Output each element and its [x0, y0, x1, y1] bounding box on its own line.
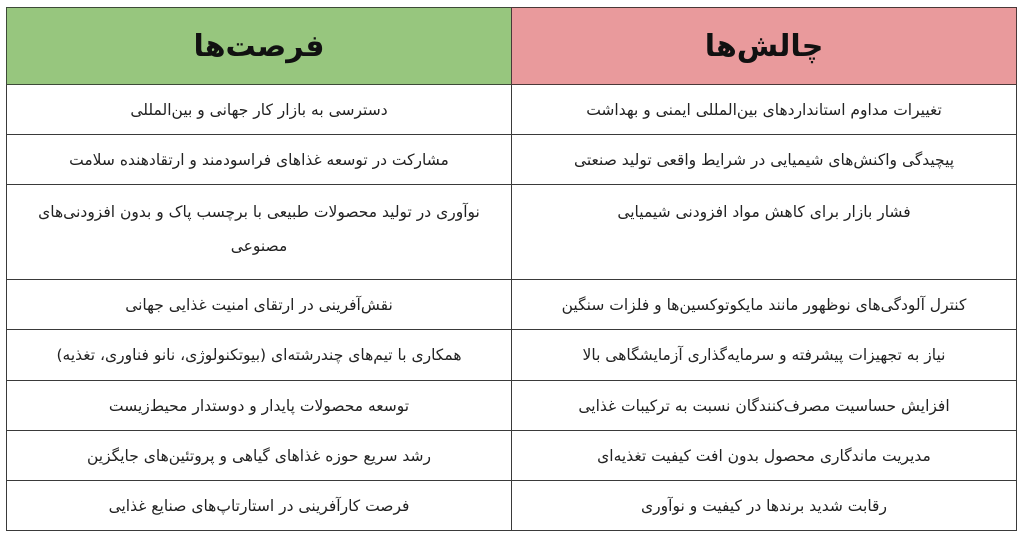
opportunity-cell: رشد سریع حوزه غذاهای گیاهی و پروتئین‌های جایگزین: [7, 431, 512, 481]
opportunity-cell: دسترسی به بازار کار جهانی و بین‌المللی: [7, 85, 512, 135]
opportunity-cell: نوآوری در تولید محصولات طبیعی با برچسب پاک و بدون افزودنی‌های مصنوعی: [7, 185, 512, 280]
table-header: [7, 8, 1017, 85]
challenge-cell: مدیریت ماندگاری محصول بدون افت کیفیت تغذیه‌ای: [512, 431, 1017, 481]
opportunity-cell: همکاری با تیم‌های چندرشته‌ای (بیوتکنولوژی، نانو فناوری، تغذیه): [7, 330, 512, 381]
header-row: [7, 8, 1017, 85]
table-row: [7, 185, 1017, 280]
table-row: [7, 330, 1017, 381]
opportunity-cell: مشارکت در توسعه غذاهای فراسودمند و ارتقادهنده سلامت: [7, 135, 512, 185]
table-row: [7, 280, 1017, 330]
challenge-cell: کنترل آلودگی‌های نوظهور مانند مایکوتوکسین‌ها و فلزات سنگین: [512, 280, 1017, 330]
table-row: [7, 431, 1017, 481]
challenges-opportunities-table-container: [6, 7, 1017, 531]
table-row: [7, 135, 1017, 185]
table-row: [7, 381, 1017, 431]
table-row: [7, 481, 1017, 531]
table-row: [7, 85, 1017, 135]
challenge-cell: نیاز به تجهیزات پیشرفته و سرمایه‌گذاری آزمایشگاهی بالا: [512, 330, 1017, 381]
opportunity-cell: توسعه محصولات پایدار و دوستدار محیط‌زیست: [7, 381, 512, 431]
opportunity-cell: فرصت کارآفرینی در استارتاپ‌های صنایع غذایی: [7, 481, 512, 531]
challenges-header: چالش‌ها: [512, 8, 1017, 85]
opportunity-cell: نقش‌آفرینی در ارتقای امنیت غذایی جهانی: [7, 280, 512, 330]
challenge-cell: پیچیدگی واکنش‌های شیمیایی در شرایط واقعی تولید صنعتی: [512, 135, 1017, 185]
challenges-opportunities-table: [6, 7, 1017, 531]
challenge-cell: تغییرات مداوم استانداردهای بین‌المللی ایمنی و بهداشت: [512, 85, 1017, 135]
challenge-cell: افزایش حساسیت مصرف‌کنندگان نسبت به ترکیبات غذایی: [512, 381, 1017, 431]
challenge-cell: رقابت شدید برندها در کیفیت و نوآوری: [512, 481, 1017, 531]
table-body: [7, 85, 1017, 531]
challenge-cell: فشار بازار برای کاهش مواد افزودنی شیمیایی: [512, 185, 1017, 280]
opportunities-header: فرصت‌ها: [7, 8, 512, 85]
